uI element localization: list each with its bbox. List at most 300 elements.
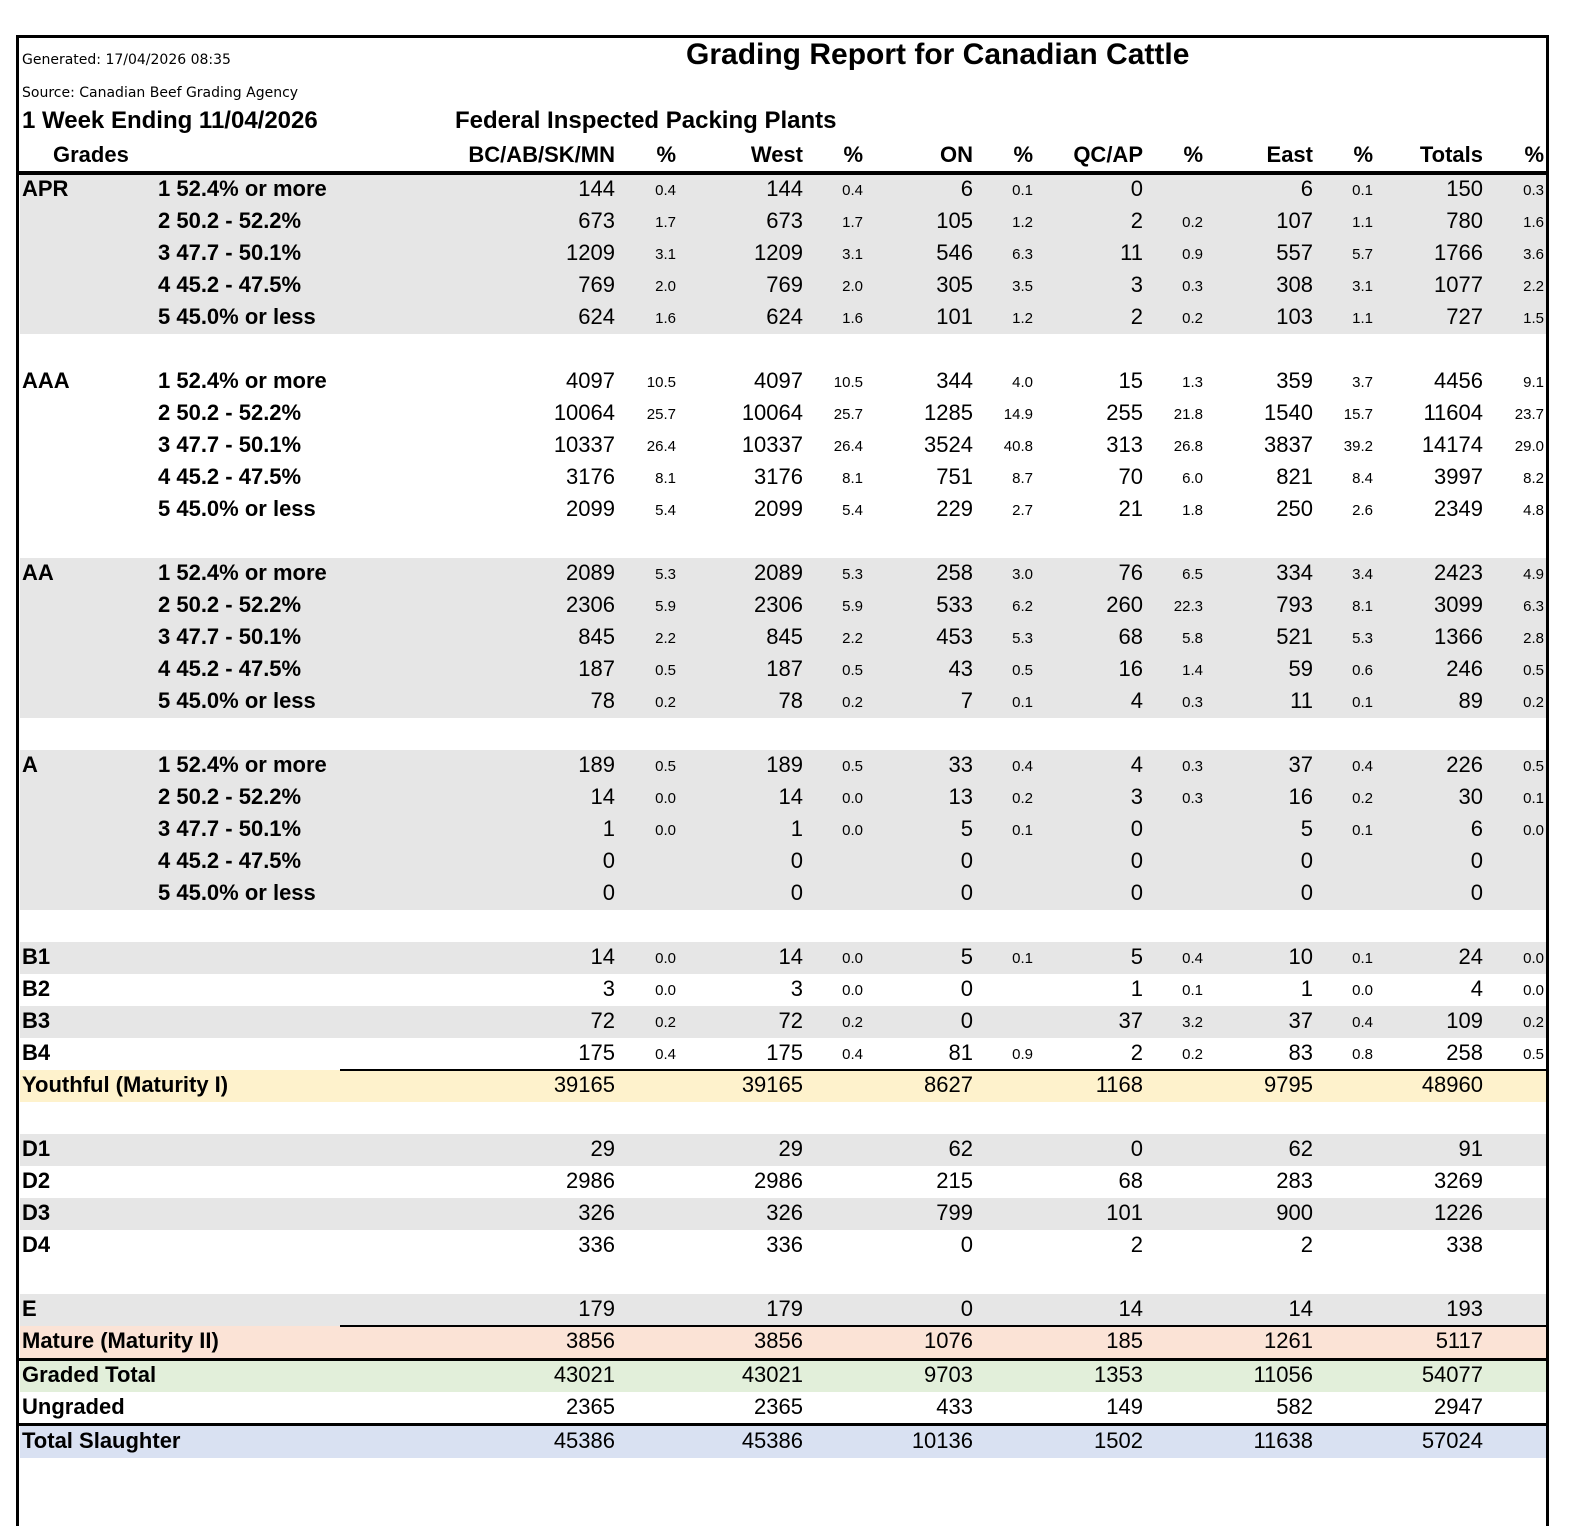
pct-cell: 0.3 [1182,278,1203,295]
value-cell: 14174 [1421,432,1483,457]
pct-cell: 0.4 [1352,758,1373,775]
pct-cell: 4.8 [1523,502,1544,519]
value-cell: 2 [1130,208,1143,233]
pct-cell: 0.5 [842,662,863,679]
pct-cell: 25.7 [833,406,863,423]
value-cell: 0 [960,1008,973,1033]
value-cell: 2947 [1434,1394,1483,1419]
row-subgrade-label: 3 47.7 - 50.1% [158,624,302,649]
value-cell: 39165 [741,1072,803,1097]
row-subgrade-label: 1 52.4% or more [158,176,327,201]
row-grade-label: B3 [22,1008,51,1033]
value-cell: 3856 [754,1328,803,1353]
value-cell: 1 [602,816,615,841]
pct-cell: 6.5 [1182,566,1203,583]
row-subgrade-label: 3 47.7 - 50.1% [158,432,302,457]
pct-cell: 3.2 [1182,1014,1203,1031]
pct-cell: 0.3 [1182,790,1203,807]
row-subgrade-label: 5 45.0% or less [158,688,316,713]
value-cell: 2365 [754,1394,803,1419]
value-cell: 453 [936,624,973,649]
value-cell: 7 [960,688,973,713]
row-grade-label: B4 [22,1040,51,1065]
pct-cell: 0.1 [1182,982,1203,999]
value-cell: 2099 [754,496,803,521]
pct-cell: 39.2 [1343,438,1373,455]
pct-cell: 0.4 [842,1046,863,1063]
value-cell: 105 [936,208,973,233]
row-grade-label: D2 [22,1168,51,1193]
value-cell: 59 [1288,656,1313,681]
value-cell: 0 [790,880,803,905]
value-cell: 14 [1288,1296,1313,1321]
row-grade-label: Total Slaughter [22,1428,181,1453]
value-cell: 10064 [553,400,615,425]
pct-cell: 3.1 [842,246,863,263]
pct-cell: 0.2 [1523,1014,1544,1031]
row-subgrade-label: 2 50.2 - 52.2% [158,592,302,617]
pct-cell: 25.7 [646,406,676,423]
value-cell: 0 [1300,880,1313,905]
value-cell: 43 [948,656,973,681]
value-cell: 2 [1130,1040,1143,1065]
value-cell: 2306 [754,592,803,617]
value-cell: 30 [1458,784,1483,809]
value-cell: 16 [1288,784,1313,809]
row-grade-label: D4 [22,1232,51,1257]
value-cell: 344 [936,368,973,393]
value-cell: 37 [1118,1008,1143,1033]
column-header: QC/AP [1073,142,1143,167]
pct-cell: 1.7 [842,214,863,231]
row-subgrade-label: 3 47.7 - 50.1% [158,816,302,841]
value-cell: 3 [1130,784,1143,809]
value-cell: 283 [1276,1168,1313,1193]
pct-cell: 6.3 [1523,598,1544,615]
value-cell: 226 [1446,752,1483,777]
pct-cell: 1.6 [842,310,863,327]
value-cell: 0 [1130,880,1143,905]
row-grade-label: E [22,1296,37,1321]
value-cell: 14 [778,944,803,969]
value-cell: 185 [1106,1328,1143,1353]
value-cell: 336 [766,1232,803,1257]
value-cell: 76 [1118,560,1143,585]
value-cell: 900 [1276,1200,1313,1225]
pct-cell: 1.1 [1352,310,1373,327]
pct-cell: 0.0 [842,982,863,999]
value-cell: 10337 [741,432,803,457]
value-cell: 91 [1458,1136,1483,1161]
column-header: % [1353,142,1373,167]
value-cell: 4097 [566,368,615,393]
header-rule [19,171,1547,175]
value-cell: 1 [1300,976,1313,1001]
value-cell: 305 [936,272,973,297]
row-subgrade-label: 4 45.2 - 47.5% [158,272,302,297]
pct-cell: 5.3 [1012,630,1033,647]
pct-cell: 0.5 [655,662,676,679]
value-cell: 4 [1130,752,1143,777]
value-cell: 255 [1106,400,1143,425]
pct-cell: 0.9 [1182,246,1203,263]
pct-cell: 6.3 [1012,246,1033,263]
pct-cell: 3.0 [1012,566,1033,583]
pct-cell: 0.2 [655,1014,676,1031]
value-cell: 3 [1130,272,1143,297]
pct-cell: 2.8 [1523,630,1544,647]
value-cell: 175 [766,1040,803,1065]
value-cell: 29 [590,1136,615,1161]
value-cell: 3176 [566,464,615,489]
pct-cell: 5.3 [1352,630,1373,647]
column-header-grades: Grades [53,142,129,167]
value-cell: 45386 [741,1428,803,1453]
pct-cell: 8.1 [655,470,676,487]
value-cell: 769 [766,272,803,297]
value-cell: 215 [936,1168,973,1193]
value-cell: 3524 [924,432,973,457]
pct-cell: 2.2 [1523,278,1544,295]
value-cell: 1076 [924,1328,973,1353]
value-cell: 326 [578,1200,615,1225]
pct-cell: 0.5 [1523,662,1544,679]
pct-cell: 10.5 [833,374,863,391]
value-cell: 2 [1130,304,1143,329]
row-subgrade-label: 1 52.4% or more [158,368,327,393]
value-cell: 769 [578,272,615,297]
pct-cell: 15.7 [1343,406,1373,423]
pct-cell: 0.5 [655,758,676,775]
value-cell: 70 [1118,464,1143,489]
value-cell: 9703 [924,1362,973,1387]
slaughter-total-rule [19,1423,1547,1426]
value-cell: 4456 [1434,368,1483,393]
value-cell: 1285 [924,400,973,425]
value-cell: 1353 [1094,1362,1143,1387]
pct-cell: 5.9 [655,598,676,615]
value-cell: 0 [1130,848,1143,873]
value-cell: 2306 [566,592,615,617]
value-cell: 4097 [754,368,803,393]
value-cell: 624 [766,304,803,329]
week-ending: 1 Week Ending 11/04/2026 [22,107,318,134]
pct-cell: 1.6 [1523,214,1544,231]
value-cell: 546 [936,240,973,265]
value-cell: 37 [1288,752,1313,777]
value-cell: 9795 [1264,1072,1313,1097]
pct-cell: 1.8 [1182,502,1203,519]
value-cell: 11 [1120,240,1143,265]
value-cell: 89 [1458,688,1483,713]
column-header: BC/AB/SK/MN [468,142,615,167]
pct-cell: 0.2 [1182,1046,1203,1063]
pct-cell: 3.1 [1352,278,1373,295]
pct-cell: 0.2 [1352,790,1373,807]
pct-cell: 10.5 [646,374,676,391]
pct-cell: 0.1 [1352,950,1373,967]
value-cell: 15 [1118,368,1143,393]
pct-cell: 1.1 [1352,214,1373,231]
value-cell: 533 [936,592,973,617]
value-cell: 189 [766,752,803,777]
value-cell: 751 [936,464,973,489]
pct-cell: 0.6 [1352,662,1373,679]
pct-cell: 0.2 [1182,214,1203,231]
pct-cell: 3.7 [1352,374,1373,391]
pct-cell: 0.0 [655,790,676,807]
value-cell: 4 [1130,688,1143,713]
row-grade-label: APR [22,176,69,201]
pct-cell: 6.0 [1182,470,1203,487]
pct-cell: 0.0 [1523,822,1544,839]
value-cell: 43021 [741,1362,803,1387]
pct-cell: 5.9 [842,598,863,615]
row-grade-label: B2 [22,976,51,1001]
value-cell: 258 [1446,1040,1483,1065]
row-grade-label: Graded Total [22,1362,157,1387]
pct-cell: 22.3 [1173,598,1203,615]
pct-cell: 0.9 [1012,1046,1033,1063]
value-cell: 250 [1276,496,1313,521]
report-subtitle: Federal Inspected Packing Plants [455,107,837,134]
pct-cell: 0.1 [1012,694,1033,711]
value-cell: 62 [1288,1136,1313,1161]
row-subgrade-label: 2 50.2 - 52.2% [158,400,302,425]
value-cell: 11 [1290,688,1313,713]
value-cell: 0 [960,1232,973,1257]
value-cell: 33 [948,752,973,777]
row-grade-label: Ungraded [22,1394,125,1419]
value-cell: 3856 [566,1328,615,1353]
pct-cell: 0.1 [1352,182,1373,199]
value-cell: 13 [948,784,973,809]
value-cell: 57024 [1421,1428,1483,1453]
pct-cell: 1.4 [1182,662,1203,679]
pct-cell: 0.1 [1012,822,1033,839]
value-cell: 37 [1288,1008,1313,1033]
value-cell: 175 [578,1040,615,1065]
pct-cell: 0.1 [1523,790,1544,807]
row-subgrade-label: 3 47.7 - 50.1% [158,240,302,265]
value-cell: 187 [578,656,615,681]
value-cell: 1502 [1094,1428,1143,1453]
value-cell: 2986 [754,1168,803,1193]
value-cell: 16 [1118,656,1143,681]
value-cell: 845 [578,624,615,649]
value-cell: 193 [1446,1296,1483,1321]
pct-cell: 1.3 [1182,374,1203,391]
pct-cell: 2.7 [1012,502,1033,519]
graded-total-rule [19,1358,1547,1361]
value-cell: 673 [578,208,615,233]
value-cell: 336 [578,1232,615,1257]
pct-cell: 8.1 [842,470,863,487]
pct-cell: 5.7 [1352,246,1373,263]
value-cell: 3837 [1264,432,1313,457]
pct-cell: 0.0 [1523,950,1544,967]
value-cell: 0 [960,880,973,905]
pct-cell: 0.0 [842,790,863,807]
value-cell: 14 [590,944,615,969]
value-cell: 308 [1276,272,1313,297]
value-cell: 3997 [1434,464,1483,489]
value-cell: 2423 [1434,560,1483,585]
value-cell: 326 [766,1200,803,1225]
value-cell: 0 [960,976,973,1001]
value-cell: 1226 [1434,1200,1483,1225]
value-cell: 72 [590,1008,615,1033]
value-cell: 0 [1130,176,1143,201]
value-cell: 3269 [1434,1168,1483,1193]
generated-timestamp: Generated: 17/04/2026 08:35 [22,52,231,68]
pct-cell: 0.4 [655,1046,676,1063]
value-cell: 10337 [553,432,615,457]
row-subgrade-label: 2 50.2 - 52.2% [158,784,302,809]
pct-cell: 5.4 [842,502,863,519]
value-cell: 845 [766,624,803,649]
row-subgrade-label: 5 45.0% or less [158,880,316,905]
pct-cell: 26.4 [646,438,676,455]
value-cell: 0 [790,848,803,873]
pct-cell: 3.4 [1352,566,1373,583]
value-cell: 5 [1300,816,1313,841]
subtotal-rule-mature [340,1325,1547,1327]
row-grade-label: D3 [22,1200,51,1225]
value-cell: 624 [578,304,615,329]
row-grade-label: AA [22,560,54,585]
value-cell: 179 [578,1296,615,1321]
pct-cell: 0.1 [1012,950,1033,967]
pct-cell: 5.3 [842,566,863,583]
value-cell: 1540 [1264,400,1313,425]
pct-cell: 23.7 [1514,406,1544,423]
pct-cell: 5.8 [1182,630,1203,647]
value-cell: 24 [1458,944,1483,969]
pct-cell: 0.1 [1352,694,1373,711]
value-cell: 8627 [924,1072,973,1097]
value-cell: 246 [1446,656,1483,681]
value-cell: 1168 [1095,1072,1143,1097]
value-cell: 144 [578,176,615,201]
value-cell: 83 [1288,1040,1313,1065]
value-cell: 557 [1276,240,1313,265]
value-cell: 727 [1446,304,1483,329]
value-cell: 1366 [1434,624,1483,649]
row-grade-label: Youthful (Maturity I) [22,1072,229,1097]
value-cell: 0 [1130,816,1143,841]
pct-cell: 0.4 [1182,950,1203,967]
column-header: East [1266,142,1313,167]
pct-cell: 6.2 [1012,598,1033,615]
pct-cell: 0.4 [1352,1014,1373,1031]
value-cell: 821 [1276,464,1313,489]
value-cell: 2 [1300,1232,1313,1257]
value-cell: 11638 [1253,1428,1313,1453]
column-header: % [1183,142,1203,167]
pct-cell: 1.7 [655,214,676,231]
value-cell: 338 [1446,1232,1483,1257]
row-subgrade-label: 4 45.2 - 47.5% [158,464,302,489]
row-subgrade-label: 1 52.4% or more [158,752,327,777]
value-cell: 799 [936,1200,973,1225]
pct-cell: 0.2 [842,1014,863,1031]
column-header: % [656,142,676,167]
report-title: Grading Report for Canadian Cattle [686,38,1190,71]
pct-cell: 14.9 [1003,406,1033,423]
pct-cell: 9.1 [1523,374,1544,391]
row-subgrade-label: 1 52.4% or more [158,560,327,585]
pct-cell: 0.5 [842,758,863,775]
value-cell: 78 [778,688,803,713]
value-cell: 68 [1118,624,1143,649]
value-cell: 258 [936,560,973,585]
column-header: ON [940,142,973,167]
pct-cell: 0.4 [842,182,863,199]
value-cell: 10136 [911,1428,973,1453]
row-grade-label: B1 [22,944,51,969]
value-cell: 1261 [1264,1328,1313,1353]
column-header: % [1524,142,1544,167]
value-cell: 2099 [566,496,615,521]
pct-cell: 29.0 [1514,438,1544,455]
value-cell: 359 [1276,368,1313,393]
pct-cell: 8.2 [1523,470,1544,487]
pct-cell: 0.2 [1012,790,1033,807]
pct-cell: 0.5 [1523,758,1544,775]
pct-cell: 0.2 [1182,310,1203,327]
column-header: West [750,142,803,167]
value-cell: 43021 [553,1362,615,1387]
value-cell: 72 [778,1008,803,1033]
value-cell: 582 [1276,1394,1313,1419]
value-cell: 0 [1470,848,1483,873]
pct-cell: 40.8 [1003,438,1033,455]
value-cell: 1209 [566,240,615,265]
pct-cell: 4.9 [1523,566,1544,583]
value-cell: 68 [1118,1168,1143,1193]
value-cell: 107 [1276,208,1313,233]
value-cell: 39165 [553,1072,615,1097]
value-cell: 2089 [754,560,803,585]
value-cell: 5 [960,816,973,841]
row-subgrade-label: 2 50.2 - 52.2% [158,208,302,233]
pct-cell: 26.4 [833,438,863,455]
pct-cell: 4.0 [1012,374,1033,391]
value-cell: 1 [1130,976,1143,1001]
value-cell: 54077 [1421,1362,1483,1387]
pct-cell: 0.8 [1352,1046,1373,1063]
row-grade-label: D1 [22,1136,51,1161]
report-source: Source: Canadian Beef Grading Agency [22,85,299,101]
value-cell: 1077 [1434,272,1483,297]
value-cell: 81 [948,1040,973,1065]
value-cell: 2 [1130,1232,1143,1257]
value-cell: 14 [1118,1296,1143,1321]
value-cell: 4 [1470,976,1483,1001]
pct-cell: 5.3 [655,566,676,583]
value-cell: 521 [1276,624,1313,649]
value-cell: 5 [1130,944,1143,969]
value-cell: 6 [960,176,973,201]
value-cell: 0 [960,1296,973,1321]
pct-cell: 0.1 [1012,182,1033,199]
value-cell: 6 [1470,816,1483,841]
row-grade-label: AAA [22,368,70,393]
pct-cell: 2.6 [1352,502,1373,519]
value-cell: 334 [1276,560,1313,585]
pct-cell: 2.2 [842,630,863,647]
